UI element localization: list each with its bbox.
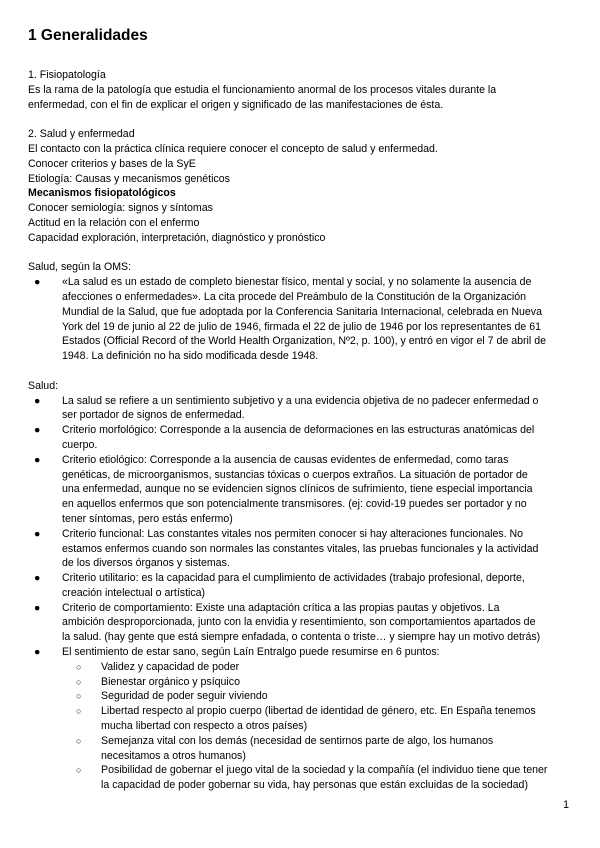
list-item-line: genéticas, de microorganismos, sustancias tóxicas o cuerpos extraños. La situación de portador de [62,468,528,481]
list-item-line: 1948. La definición no ha sido modificada desde 1948. [62,350,319,363]
list-item-line: York del 19 de junio al 22 de julio de 1946, firmada el 22 de julio de 1946 por los representantes de 61 [62,320,542,333]
bullet-list [28,394,574,794]
list-item [34,423,574,453]
section-heading: Salud, según la OMS: [28,261,132,274]
circle-bullet-icon: ○ [76,676,82,687]
sub-list-item [76,660,574,675]
circle-bullet-icon: ○ [76,735,82,746]
sub-list-item [76,734,574,764]
paragraph-line: El contacto con la práctica clínica requiere conocer el concepto de salud y enfermedad. [28,142,438,155]
bullet-icon: ● [34,453,41,466]
list-item-line: Semejanza vital con los demás (necesidad de sentirnos parte de algo, los humanos [101,734,494,747]
list-item-line: Validez y capacidad de poder [101,660,240,673]
list-item-line: afecciones o enfermedades». La cita procede del Preámbulo de la Constitución de la Organización [62,290,527,303]
list-item [34,645,574,793]
sub-list-item [76,675,574,690]
page-content [28,26,574,793]
paragraph-line: enfermedad, con el fin de explicar el origen y significado de las manifestaciones de ésta. [28,98,444,111]
list-item-line: Criterio utilitario: es la capacidad para el cumplimiento de actividades (trabajo profesional, deporte, [62,572,525,585]
list-item-line: Estados (Official Record of the World Health Organization, Nº2, p. 100), y entró en vigor el 7 de abril de [62,335,546,348]
list-item-line: tener síntomas, pero estás enfermo) [62,512,233,525]
list-item-line: ser portador de signos de enfermedad. [62,409,245,422]
list-item-line: «La salud es un estado de completo bienestar físico, mental y social, y no solamente la ausencia de [62,276,532,289]
list-item-line: creación intelectual o artística) [62,586,206,599]
list-item-line: ambición desproporcionada, junto con la envidia y resentimiento, son comportamientos apartados de [62,616,536,629]
list-item [34,394,574,424]
section-heading: Salud: [28,379,59,392]
paragraph-line: Actitud en la relación con el enfermo [28,216,200,229]
list-item-line: necesitamos a otros humanos) [101,749,246,762]
list-item-line: cuerpo. [62,438,98,451]
list-item-line: de los diversos órganos y sistemas. [62,557,230,570]
bold-line: Mecanismos fisiopatológicos [28,187,176,200]
list-item [34,453,574,527]
list-item-line: Criterio funcional: Las constantes vitales nos permiten conocer si hay alteraciones funcionales. No [62,527,524,540]
page-title: 1 Generalidades [28,27,148,44]
circle-bullet-icon: ○ [76,706,82,717]
list-item-line: Seguridad de poder seguir viviendo [101,690,268,703]
circle-bullet-icon: ○ [76,691,82,702]
bullet-icon: ● [34,572,41,585]
list-item-line: Posibilidad de gobernar el juego vital de la sociedad y la compañía (el individuo tiene que tener [101,764,548,777]
paragraph-line: Conocer semiología: signos y síntomas [28,202,213,215]
paragraph-line: Es la rama de la patología que estudia el funcionamiento anormal de los procesos vitales durante la [28,83,497,96]
sub-list-item [76,689,574,704]
circle-bullet-icon: ○ [76,765,82,776]
list-item-line: estamos enfermos cuando son normales las constantes vitales, las pruebas funcionales y la actividad [62,542,539,555]
bullet-icon: ● [34,601,41,614]
paragraph-line: Capacidad exploración, interpretación, diagnóstico y pronóstico [28,231,326,244]
bullet-icon: ● [34,424,41,437]
list-item-line: Libertad respecto al propio cuerpo (libertad de identidad de género, etc. En España tenemos [101,705,536,718]
list-item-line: en aquellos enfermos que son potencialmente transmisores. (ej: covid-19 puedes ser portador y no [62,498,527,511]
paragraph-line: Etiología: Causas y mecanismos genéticos [28,172,230,185]
list-item [34,601,574,645]
list-item [34,275,574,364]
list-item [34,571,574,601]
bullet-icon: ● [34,646,41,659]
list-item-line: la salud. (hay gente que está siempre enfadada, o contenta o triste… y siempre hay un motivo detrás) [62,631,541,644]
list-item-line: Bienestar orgánico y psíquico [101,675,240,688]
list-item-line: mucha libertad con respecto a otros países) [101,720,308,733]
sub-list-item [76,704,574,734]
section-heading: 2. Salud y enfermedad [28,128,135,141]
list-item-line: una enfermedad, aunque no se evidencien signos clínicos de sufrimiento, tiene especial importancia [62,483,533,496]
paragraph-line: Conocer criterios y bases de la SyE [28,157,196,170]
sub-list-item [76,763,574,793]
section-heading: 1. Fisiopatología [28,69,106,81]
list-item-line: Criterio de comportamiento: Existe una adaptación crítica a las propias pautas y objetivos. La [62,601,500,614]
list-item-line: El sentimiento de estar sano, según Laín Entralgo puede resumirse en 6 puntos: [62,646,440,659]
sub-bullet-list [62,660,574,793]
list-item [34,527,574,571]
bullet-list [28,275,574,364]
bullet-icon: ● [34,276,41,289]
list-item-line: La salud se refiere a un sentimiento subjetivo y a una evidencia objetiva de no padecer enfermedad o [62,394,539,407]
bullet-icon: ● [34,394,41,407]
list-item-line: la capacidad de poder gobernar su vida, hay personas que están excluidas de la sociedad) [101,779,528,792]
list-item-line: Mundial de la Salud, que fue adoptada por la Conferencia Sanitaria Internacional, celebrada en Nueva [62,305,542,318]
list-item-line: Criterio etiológico: Corresponde a la ausencia de causas evidentes de enfermedad, como taras [62,453,509,466]
page-number: 1 [563,799,569,811]
circle-bullet-icon: ○ [76,661,82,672]
bullet-icon: ● [34,527,41,540]
list-item-line: Criterio morfológico: Corresponde a la ausencia de deformaciones en las estructuras anatómicas del [62,424,535,437]
